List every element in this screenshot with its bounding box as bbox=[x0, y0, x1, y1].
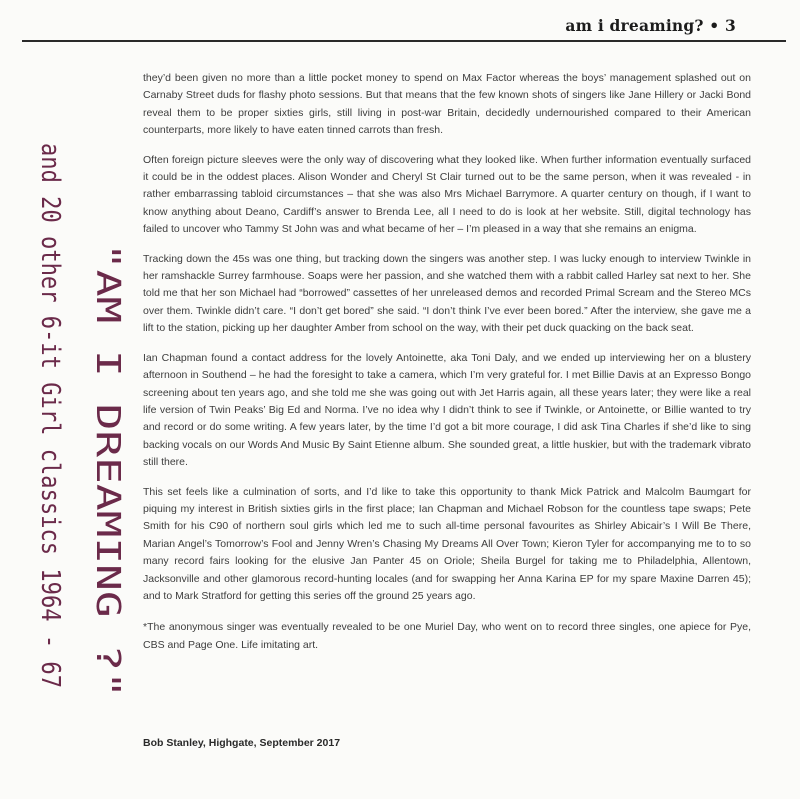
header-rule bbox=[22, 40, 786, 42]
handwritten-subtitle: and 20 other 6-it Girl classics 1964 - 67 bbox=[35, 143, 65, 785]
paragraph: Often foreign picture sleeves were the only way of discovering what they looked like. When further information eventually surfaced it could be in the oddest places. Alison Wonder and Cheryl St Clair turned out to be the same person, when it was revealed - in rather embarrassing tabloid circumstances – that she was also Mrs Michael Barrymore. A quarter century on though, if I want to know anything about Deano, Cardiff’s answer to Brenda Lee, all I need to do is look at her website. Still, digital technology has failed to uncover who Tammy St John was and what became of her – I’m pleased in a way that she remains an enigma. bbox=[143, 153, 751, 236]
paragraph: they’d been given no more than a little pocket money to spend on Max Factor whereas the boys’ management splashed out on Carnaby Street duds for flashy photo sessions. But that means that the few known shots of singers like Jane Hillery or Jacki Bond reveal them to be proper sixties girls, still living in post-war Britain, decidedly undernourished compared to their American counterparts, more likely to have eaten tinned carrots than fresh. bbox=[143, 72, 751, 137]
handwritten-title: "AM I DREAMING ?" bbox=[89, 243, 128, 581]
page-header-title: am i dreaming? • 3 bbox=[565, 16, 736, 35]
paragraph: Tracking down the 45s was one thing, but tracking down the singers was another step. I was lucky enough to interview Twinkle in her ramshackle Surrey farmhouse. Soaps were her passion, and she watched them with a rabbit called Harley sat next to her. She told me that her son Michael had “borrowed” cassettes of her unreleased demos and recorded Primal Scream and the Stereo MCs over them. Twinkle didn’t care. “I don’t get bored” she said. “I don’t think I’ve ever been bored.” After the interview, she gave me a lift to the station, picking up her daughter Amber from school on the way, with their pet duck quacking on the back seat. bbox=[143, 252, 751, 335]
paragraph: This set feels like a culmination of sorts, and I’d like to take this opportunity to thank Mick Patrick and Malcolm Baumgart for piquing my interest in British sixties girls in the first place; Ian Chapman and Michael Robson for the countless tape swaps; Pete Smith for his C90 of northern soul girls which led me to such all-time personal favourites as Shirley Abicair’s I Will Be There, Marian Angel’s Tomorrow’s Fool and Jenny Wren’s Chasing My Dreams All Over Town; Kieron Tyler for accompanying me to to so many record fairs looking for the elusive Jan Panter 45 on Oriole; Sheila Burgel for taking me to Philadelphia, Allentown, Jacksonville and other glamorous record-hunting locales (and for swapping her Anna Karina EP for my spare Maxine Darren 45); and to Mark Stratford for getting this series off the ground 25 years ago. bbox=[143, 485, 751, 602]
footnote: *The anonymous singer was eventually revealed to be one Muriel Day, who went on to record three singles, one apiece for Pye, CBS and Page One. Life imitating art. bbox=[143, 621, 751, 651]
article-body bbox=[143, 70, 751, 666]
author-signature-line: Bob Stanley, Highgate, September 2017 bbox=[143, 737, 341, 749]
paragraph: Ian Chapman found a contact address for the lovely Antoinette, aka Toni Daly, and we ended up interviewing her on a blustery afternoon in Southend – he had the foresight to take a camera, which I’m very grateful for. I met Billie Davis at an Expresso Bongo screening about ten years ago, and she told me she was going out with Jet Harris again, all these years later; they were like a real life version of Twin Peaks’ Big Ed and Norma. I’ve no idea why I didn’t think to see if Twinkle, or Antoinette, or Billie wanted to try and record or do some writing. A few years later, by the time I’d got a bit more courage, I did ask Tina Charles if she’d like to sing backing vocals on our Words And Music By Saint Etienne album. She sounded great, a little huskier, but with the trademark vibrato still there. bbox=[143, 351, 751, 469]
